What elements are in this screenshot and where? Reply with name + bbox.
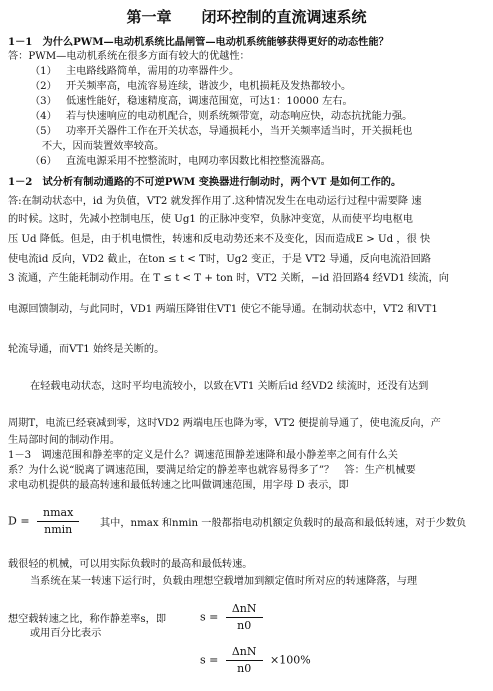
item-number: （4）: [30, 111, 57, 122]
paragraph-line: 答:在制动状态中，id 为负值，VT2 就发挥作用了.这种情况发生在电动运行过程中需要降 速: [8, 196, 422, 207]
item-text: 不大，因而装置效率较高。: [42, 141, 165, 152]
item-text: 主电路线路简单，需用的功率器件少。: [66, 66, 240, 77]
paragraph-line: 轮流导通，而VT1 始终是关断的。: [8, 344, 165, 355]
paragraph-line: 3 流通，产生能耗制动作用。在 T ≤ t < T + ton 时，VT2 关断，−id 沿回路4 经VD1 续流，向: [8, 273, 449, 284]
fraction-numerator: nmax: [37, 506, 79, 522]
item-text: 直流电源采用不控整流时，电网功率因数比相控整流器高。: [66, 156, 331, 167]
paragraph-line: 其中，nmax 和nmin 一般都指电动机额定负载时的最高和最低转速，对于少数负: [100, 518, 467, 529]
formula-lhs: s =: [200, 610, 219, 624]
paragraph-line: 周期T，电流已经衰减到零，这时VD2 两端电压也降为零，VT2 便提前导通了，使电流反向，产: [8, 418, 441, 429]
fraction-denominator: n0: [237, 618, 252, 632]
paragraph-line: 当系统在某一转速下运行时，负载由理想空载增加到额定值时所对应的转速降落，与理: [30, 576, 418, 587]
item-text: 功率开关器件工作在开关状态，导通损耗小，当开关频率适当时，开关损耗也: [66, 126, 413, 137]
fraction-numerator: ΔnN: [226, 645, 263, 661]
item-number: （5）: [30, 126, 57, 137]
paragraph-line: 求电动机提供的最高转速和最低转速之比叫做调速范围，用字母 D 表示，即: [8, 480, 349, 491]
item-number: （2）: [30, 81, 57, 92]
formula-s: [200, 602, 267, 633]
fraction-denominator: n0: [237, 661, 252, 675]
paragraph-line: 载很轻的机械，可以用实际负载时的最高和最低转速。: [8, 559, 253, 570]
fraction-denominator: nmin: [44, 522, 73, 536]
paragraph-line: 或用百分比表示: [30, 628, 102, 639]
paragraph-line: 使电流id 反向，VD2 截止，在ton ≤ t < T时，Ug2 变正，于是 VT2 导通，反向电流沿回路: [8, 254, 431, 265]
question-1-1: 1－1 为什么PWM—电动机系统比晶闸管—电动机系统能够获得更好的动态性能？: [8, 36, 389, 48]
answer-1-1-intro: 答：PWM—电动机系统在很多方面有较大的优越性：: [8, 51, 250, 62]
formula-s-percent: [200, 645, 311, 676]
paragraph-line: 电源回馈制动，与此同时，VD1 两端压降钳住VT1 使它不能导通。在制动状态中，VT2 和VT1: [8, 304, 438, 315]
fraction-numerator: ΔnN: [226, 602, 263, 618]
formula-lhs: s =: [200, 653, 219, 667]
fraction: [226, 645, 263, 676]
paragraph-line: 压 Ud 降低。但是，由于机电惯性，转速和反电动势还来不及变化，因而造成E > Ud ，很 快: [8, 234, 431, 245]
item-number: （3）: [30, 96, 57, 107]
question-1-3-line: 系？为什么说“脱离了调速范围，要满足给定的静差率也就容易得多了”？ 答：生产机械要: [8, 465, 416, 476]
list-item-continuation: [42, 141, 164, 154]
paragraph-line: 生局部时间的制动作用。: [8, 435, 121, 446]
formula-suffix: ×100%: [270, 653, 311, 667]
list-item: [30, 126, 412, 139]
item-text: 低速性能好，稳速精度高，调速范围宽，可达1：10000 左右。: [66, 96, 353, 107]
formula-lhs: D =: [8, 514, 30, 528]
item-number: （6）: [30, 156, 57, 167]
list-item: [30, 111, 412, 124]
formula-D: [8, 506, 83, 537]
paragraph-line: 在轻载电动状态，这时平均电流较小，以致在VT1 关断后id 经VD2 续流时，还没有达到: [30, 381, 429, 392]
list-item: [30, 81, 351, 94]
paragraph-line: 想空载转速之比，称作静差率s，即: [8, 614, 167, 625]
item-text: 若与快速响应的电动机配合，则系统频带宽，动态响应快，动态抗扰能力强。: [66, 111, 413, 122]
item-text: 开关频率高，电流容易连续，谐波少，电机损耗及发热都较小。: [66, 81, 352, 92]
question-1-2: 1－2 试分析有制动通路的不可逆PWM 变换器进行制动时，两个VT 是如何工作的。: [8, 176, 402, 188]
chapter-title: 第一章 闭环控制的直流调速系统: [126, 8, 367, 26]
list-item: [30, 156, 331, 169]
fraction: [226, 602, 263, 633]
list-item: [30, 96, 353, 109]
list-item: [30, 66, 239, 79]
fraction: [37, 506, 79, 537]
paragraph-line: 的时候。这时，先减小控制电压，使 Ug1 的正脉冲变窄，负脉冲变宽，从而使平均电枢电: [8, 214, 413, 225]
question-1-3-line: 1－3 调速范围和静差率的定义是什么？调速范围静差速降和最小静差率之间有什么关: [8, 450, 398, 461]
item-number: （1）: [30, 66, 57, 77]
